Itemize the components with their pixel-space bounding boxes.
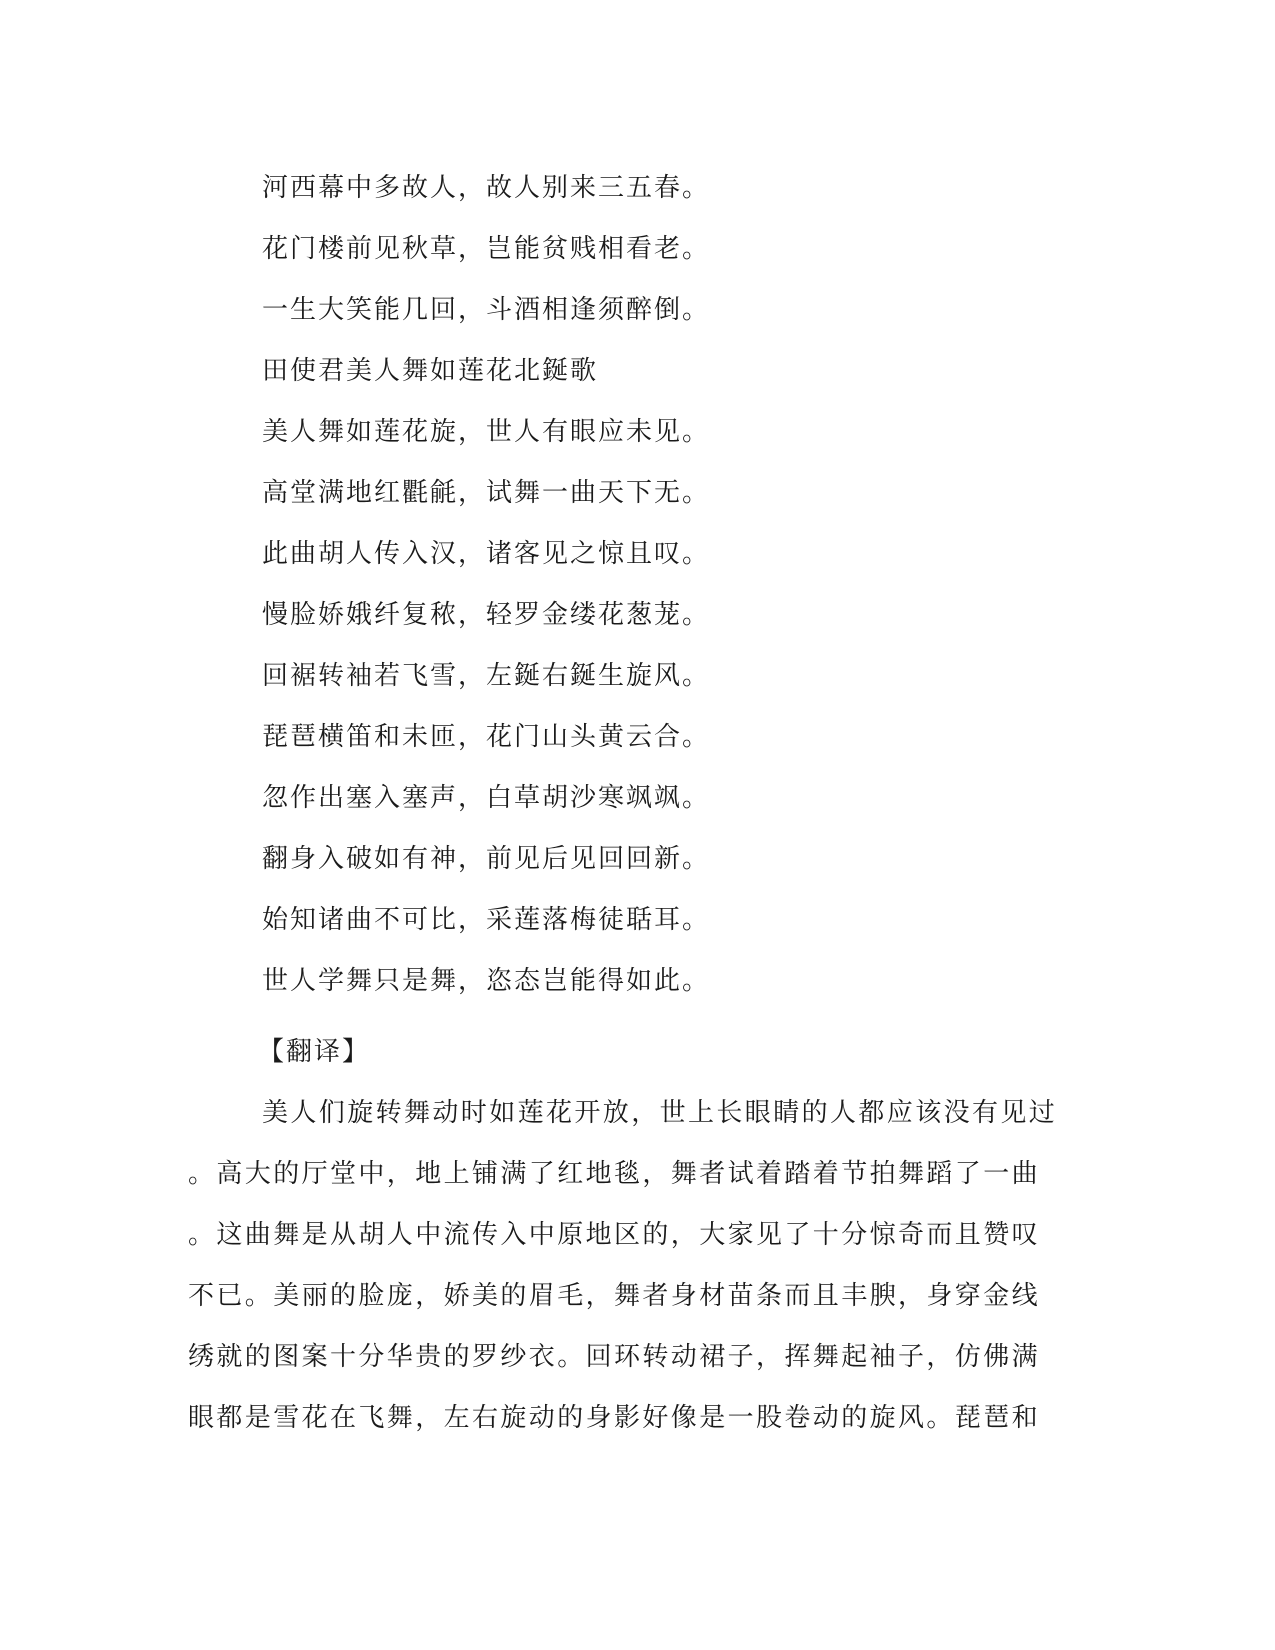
translation-heading: 【翻译】 xyxy=(258,1037,371,1067)
poem-line: 琵琶横笛和未匝，花门山头黄云合。 xyxy=(262,722,711,752)
translation-line: 。这曲舞是从胡人中流传入中原地区的，大家见了十分惊奇而且赞叹 xyxy=(188,1220,1041,1250)
translation-line: 。高大的厅堂中，地上铺满了红地毯，舞者试着踏着节拍舞蹈了一曲 xyxy=(188,1159,1041,1189)
translation-line: 美人们旋转舞动时如莲花开放，世上长眼睛的人都应该没有见过 xyxy=(262,1098,1058,1128)
poem-line: 始知诸曲不可比，采莲落梅徒聒耳。 xyxy=(262,905,711,935)
poem-line: 花门楼前见秋草，岂能贫贱相看老。 xyxy=(262,234,711,264)
translation-paragraph xyxy=(188,1083,1068,1449)
poem-line: 河西幕中多故人，故人别来三五春。 xyxy=(262,173,711,203)
poem-line: 翻身入破如有神，前见后见回回新。 xyxy=(262,844,711,874)
poem-line: 世人学舞只是舞，恣态岂能得如此。 xyxy=(262,966,711,996)
poem-line: 高堂满地红氍毹，试舞一曲天下无。 xyxy=(262,478,711,508)
poem-line: 忽作出塞入塞声，白草胡沙寒飒飒。 xyxy=(262,783,711,813)
poem-line: 回裾转袖若飞雪，左鋋右鋋生旋风。 xyxy=(262,661,711,691)
translation-line: 不已。美丽的脸庞，娇美的眉毛，舞者身材苗条而且丰腴，身穿金线 xyxy=(188,1281,1041,1311)
poem-line: 一生大笑能几回，斗酒相逢须醉倒。 xyxy=(262,295,711,325)
poem-line: 慢脸娇娥纤复秾，轻罗金缕花葱茏。 xyxy=(262,600,711,630)
poem-line: 此曲胡人传入汉，诸客见之惊且叹。 xyxy=(262,539,711,569)
translation-line: 绣就的图案十分华贵的罗纱衣。回环转动裙子，挥舞起袖子，仿佛满 xyxy=(188,1342,1041,1372)
poem-line: 美人舞如莲花旋，世人有眼应未见。 xyxy=(262,417,711,447)
poem-title: 田使君美人舞如莲花北鋋歌 xyxy=(262,356,599,386)
translation-line: 眼都是雪花在飞舞，左右旋动的身影好像是一股卷动的旋风。琵琶和 xyxy=(188,1403,1041,1433)
poem-block xyxy=(262,158,1122,1012)
